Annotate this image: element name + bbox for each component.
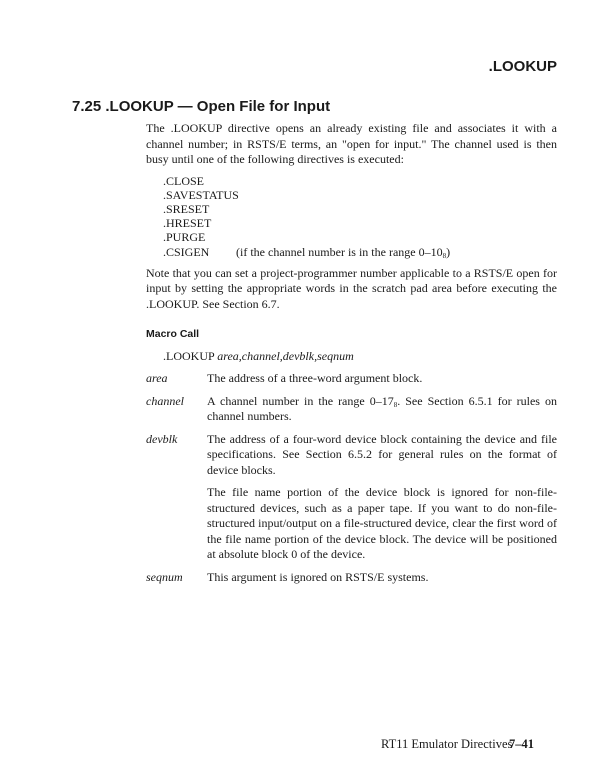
intro-paragraph: The .LOOKUP directive opens an already existing file and associates it with a channel number; in RSTS/E terms, an "open for input." The channel used is then busy until one of the following directives is executed: [146, 121, 557, 166]
arg-desc: The address of a three-word argument block. [207, 371, 423, 386]
list-item [163, 174, 557, 188]
directive-name: .PURGE [163, 230, 206, 245]
arg-term: area [146, 371, 168, 386]
page-number: 7–41 [509, 737, 534, 751]
arg-desc: The address of a four-word device block containing the device and file specifications. See Section 6.5.2 for general rules on the format of device blocks. [207, 431, 557, 477]
arg-desc: A channel number in the range $0-17_8$. See Section 6.5.1 for rules on channel numbers. [207, 393, 557, 424]
directive-name: .SRESET [163, 201, 210, 216]
running-header: .LOOKUP [488, 58, 557, 75]
arg-row-devblk [146, 432, 557, 563]
arg-desc-continued: The file name portion of the device block is ignored for non-file-structured devices, such as a paper tape. If you want to do non-file-structured input/output on a file-structured device, clear the first word of the file name portion of the device block. The device will be positioned at absolute block 0 of the device. [207, 485, 557, 562]
section-body [146, 121, 557, 585]
directive-name: .CLOSE [163, 173, 205, 188]
list-item [163, 245, 557, 259]
macro-name: .LOOKUP [163, 349, 215, 364]
directive-list [163, 174, 557, 259]
list-item [163, 188, 557, 202]
arg-term: devblk [146, 431, 178, 446]
note-paragraph: Note that you can set a project-programmer number applicable to a RSTS/E open for input by setting the appropriate words in the scratch pad area before executing the .LOOKUP. See Section 6.7. [146, 265, 557, 311]
directive-name: .HRESET [163, 216, 212, 231]
list-item [163, 230, 557, 244]
macro-call-syntax [163, 349, 557, 364]
macro-call-heading: Macro Call [146, 328, 200, 341]
section-title-text: .LOOKUP — Open File for Input [105, 98, 331, 115]
arg-desc: This argument is ignored on RSTS/E systems. [207, 569, 429, 584]
section-number: 7.25 [72, 98, 102, 115]
footer-chapter: RT11 Emulator Directives [381, 737, 513, 751]
list-item [163, 216, 557, 230]
macro-args: area,channel,devblk,seqnum [217, 349, 354, 364]
list-item [163, 202, 557, 216]
csigen-note: (if the channel number is in the range $0-10_8$) [236, 244, 451, 260]
arg-term: seqnum [146, 569, 183, 584]
directive-name: .CSIGEN [163, 244, 210, 259]
arg-row-seqnum [146, 570, 557, 586]
directive-name: .SAVESTATUS [163, 187, 239, 202]
arg-row-channel [146, 394, 557, 425]
arg-term: channel [146, 393, 184, 408]
arg-row-area [146, 371, 557, 387]
section-title [72, 98, 330, 115]
